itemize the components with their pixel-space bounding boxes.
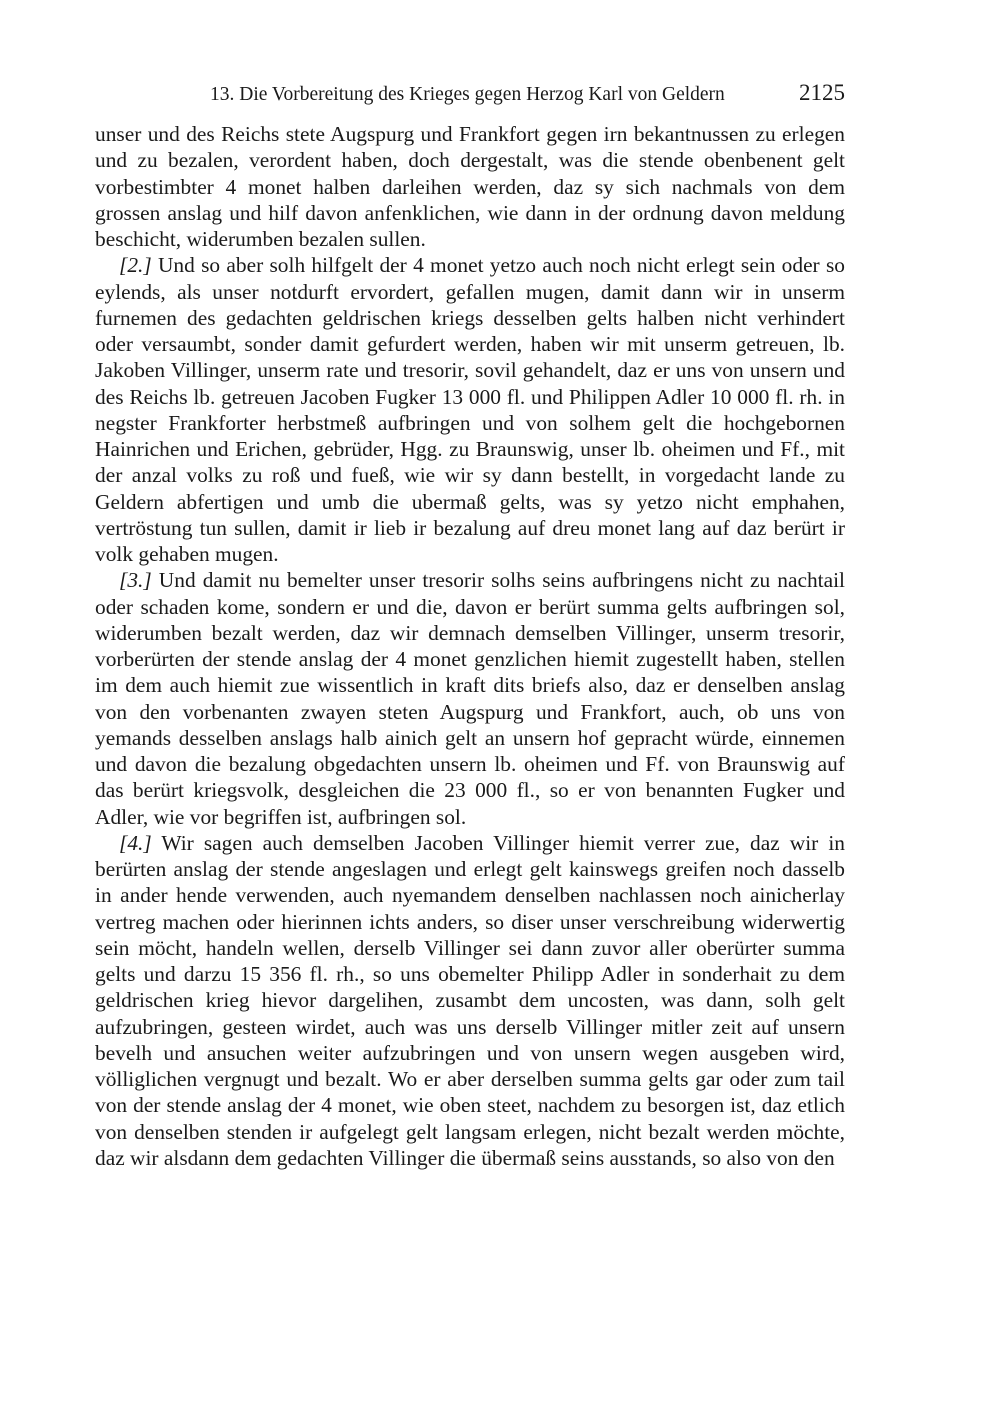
text-body: [95, 121, 845, 1171]
paragraph-text: Und damit nu bemelter unser tresorir solhs seins aufbringens nicht zu nachtail oder schaden kome, sondern er und die, davon er berürt summa gelts aufbringen sol, widerumben bezalt werden, daz wir demnach demselben Villinger, unserm tresorir, vorberürten der stende anslag der 4 monet genzlichen hiemit zugestellt haben, stellen im dem auch hiemit zue wissentlich in kraft dits briefs also, daz er denselben anslag von den vorbenanten zwayen steten Augspurg und Frankfort, auch, ob uns von yemands desselben anslags halb ainich gelt an unsern hof gepracht würde, einnemen und davon die bezalung obgedachten unsern lb. oheimen und Ff. von Braunswig auf das berürt kriegsvolk, desgleichen die 23 000 fl., so er von benannten Fugker und Adler, wie vor begriffen ist, aufbringen sol.: [95, 568, 845, 829]
paragraph-number: [3.]: [119, 568, 152, 593]
paragraph-number: [2.]: [119, 253, 152, 278]
paragraph-1: [95, 121, 845, 252]
page-number: 2125: [799, 80, 845, 105]
header-title: 13. Die Vorbereitung des Krieges gegen Herzog Karl von Geldern: [210, 84, 725, 105]
paragraph-text: unser und des Reichs stete Augspurg und Frankfort gegen irn bekantnussen zu erlegen und zu bezalen, verordent haben, doch dergestalt, was die stende obenbenent gelt vorbestimbter 4 monet halben darleihen werden, daz sy sich nachmals von dem grossen anslag und hilf davon anfenklichen, wie dann in der ordnung davon meldung beschicht, widerumben bezalen sullen.: [95, 122, 845, 251]
paragraph-4: [95, 830, 845, 1171]
paragraph-3: [95, 567, 845, 830]
paragraph-text: Und so aber solh hilfgelt der 4 monet yetzo auch noch nicht erlegt sein oder so eylends, als unser notdurft ervordert, gefallen mugen, damit dann wir in unserm furnemen des gedachten geldrischen kriegs desselben gelts halben nicht verhindert oder versaumbt, sonder damit gefurdert werden, haben wir mit unserm getreuen, lb. Jakoben Villinger, unserm rate und tresorir, sovil gehandelt, daz er uns von unsern und des Reichs lb. getreuen Jacoben Fugker 13 000 fl. und Philippen Adler 10 000 fl. rh. in negster Frankforter herbstmeß aufbringen und von solhem gelt die hochgebornen Hainrichen und Erichen, gebrüder, Hgg. zu Braunswig, unser lb. oheimen und Ff., mit der anzal volks zu roß und fueß, wie wir sy dann bestellt, in vorgedacht lande zu Geldern abfertigen und umb die ubermaß gelts, was sy yetzo nicht emphahen, vertröstung tun sullen, damit ir lieb ir bezalung auf dreu monet lang auf daz berürt ir volk gehaben mugen.: [95, 253, 845, 566]
paragraph-number: [4.]: [119, 830, 152, 855]
running-header: [95, 80, 845, 110]
paragraph-2: [95, 252, 845, 567]
paragraph-text: Wir sagen auch demselben Jacoben Villinger hiemit verrer zue, daz wir in berürten anslag der stende angeslagen und erlegt gelt kainswegs greifen noch dasselb in ander hende verwenden, auch nyemandem denselben nachlassen noch ainicherlay vertreg machen oder hierinnen ichts anders, so diser unser verschreibung widerwertig sein möcht, handeln wellen, derselb Villinger sei dann zuvor aller oberürter summa gelts und darzu 15 356 fl. rh., so uns obemelter Philipp Adler in sonderhait zu dem geldrischen krieg hievor dargelihen, zusambt dem uncosten, was dann, solh gelt aufzubringen, gesteen wirdet, auch was uns derselb Villinger mitler zeit auf unsern bevelh und ansuchen weiter aufzubringen und von unsern wegen ausgeben wird, völliglichen vergnugt und bezalt. Wo er aber derselben summa gelts gar oder zum tail von der stende anslag der 4 monet, wie oben steet, nachdem zu besorgen ist, daz etlich von denselben stenden ir aufgelegt gelt langsam erlegen, nicht bezalt werden möchte, daz wir alsdann dem gedachten Villinger die übermaß seins ausstands, so also von den: [95, 830, 845, 1170]
